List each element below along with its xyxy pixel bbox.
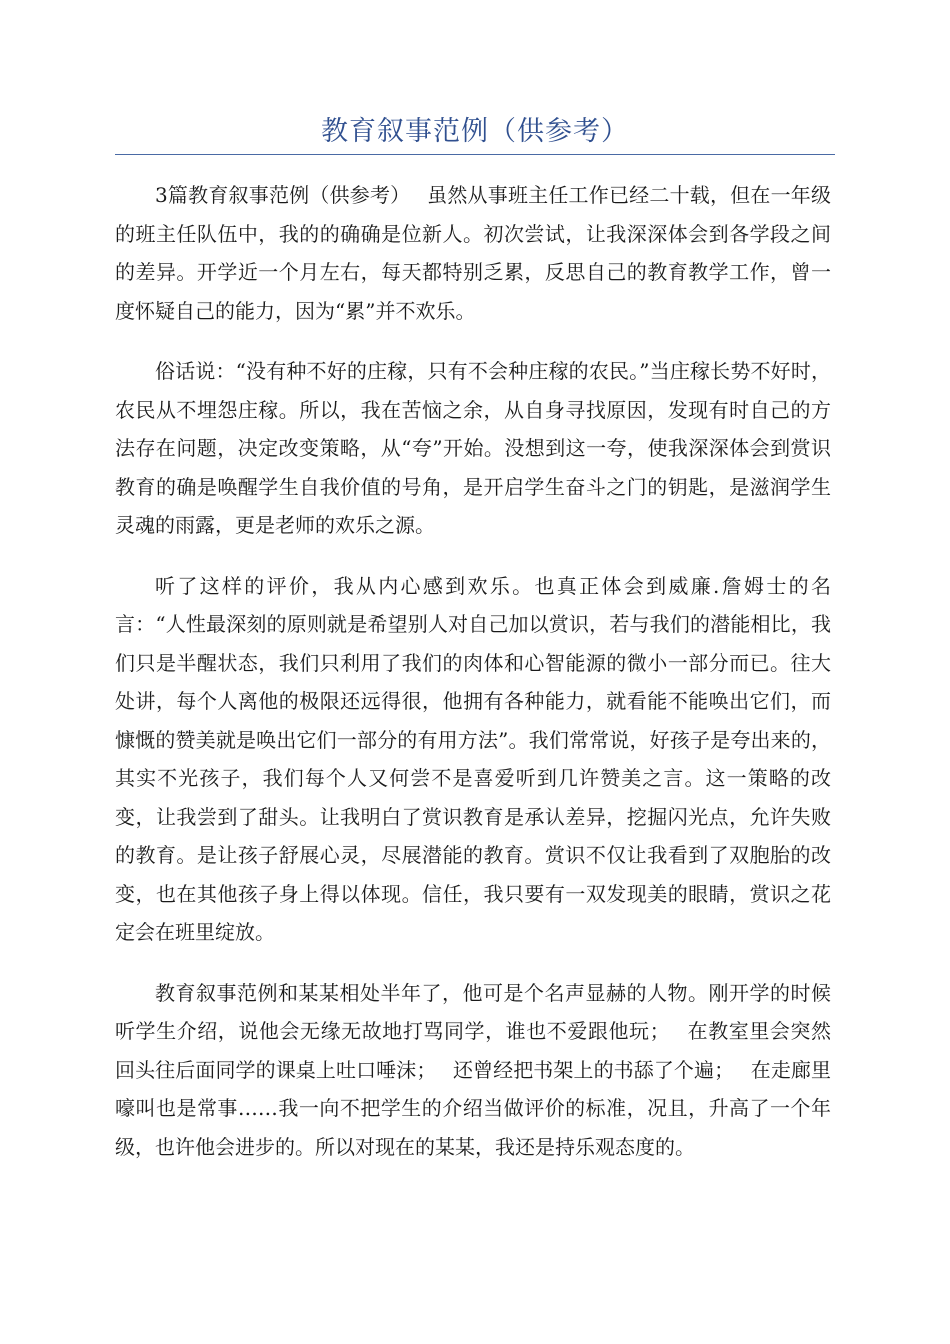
paragraph-1: 3篇教育叙事范例（供参考） 虽然从事班主任工作已经二十载，但在一年级的班主任队伍中，我的的确确是位新人。初次尝试，让我深深体会到各学段之间的差异。开学近一个月左右，每天都特别乏累，反思自己的教育教学工作，曾一度怀疑自己的能力，因为“累”并不欢乐。 — [115, 183, 831, 323]
title-underline — [115, 154, 835, 155]
document-body — [115, 176, 831, 1188]
paragraph-2: 俗话说：“没有种不好的庄稼，只有不会种庄稼的农民。”当庄稼长势不好时，农民从不埋怨庄稼。所以，我在苦恼之余，从自身寻找原因，发现有时自己的方法存在问题，决定改变策略，从“夸”开始。没想到这一夸，使我深深体会到赏识教育的确是唤醒学生自我价值的号角，是开启学生奋斗之门的钥匙，是滋润学生灵魂的雨露，更是老师的欢乐之源。 — [115, 359, 831, 537]
paragraph-3: 听了这样的评价，我从内心感到欢乐。也真正体会到威廉.詹姆士的名言：“人性最深刻的原则就是希望别人对自己加以赏识，若与我们的潜能相比，我们只是半醒状态，我们只利用了我们的肉体和心智能源的微小一部分而已。往大处讲，每个人离他的极限还远得很，他拥有各种能力，就看能不能唤出它们，而慷慨的赞美就是唤出它们一部分的有用方法”。我们常常说，好孩子是夸出来的，其实不光孩子，我们每个人又何尝不是喜爱听到几许赞美之言。这一策略的改变，让我尝到了甜头。让我明白了赏识教育是承认差异，挖掘闪光点，允许失败的教育。是让孩子舒展心灵，尽展潜能的教育。赏识不仅让我看到了双胞胎的改变，也在其他孩子身上得以体现。信任，我只要有一双发现美的眼睛，赏识之花定会在班里绽放。 — [115, 573, 831, 944]
paragraph-4: 教育叙事范例和某某相处半年了，他可是个名声显赫的人物。刚开学的时候听学生介绍，说他会无缘无故地打骂同学，谁也不爱跟他玩； 在教室里会突然回头往后面同学的课桌上吐口唾沫； 还曾经把书架上的书舔了个遍； 在走廊里嚎叫也是常事……我一向不把学生的介绍当做评价的标准，况且，升高了一个年级，也许他会进步的。所以对现在的某某，我还是持乐观态度的。 — [115, 980, 831, 1159]
document-title: 教育叙事范例（供参考） — [321, 116, 629, 147]
